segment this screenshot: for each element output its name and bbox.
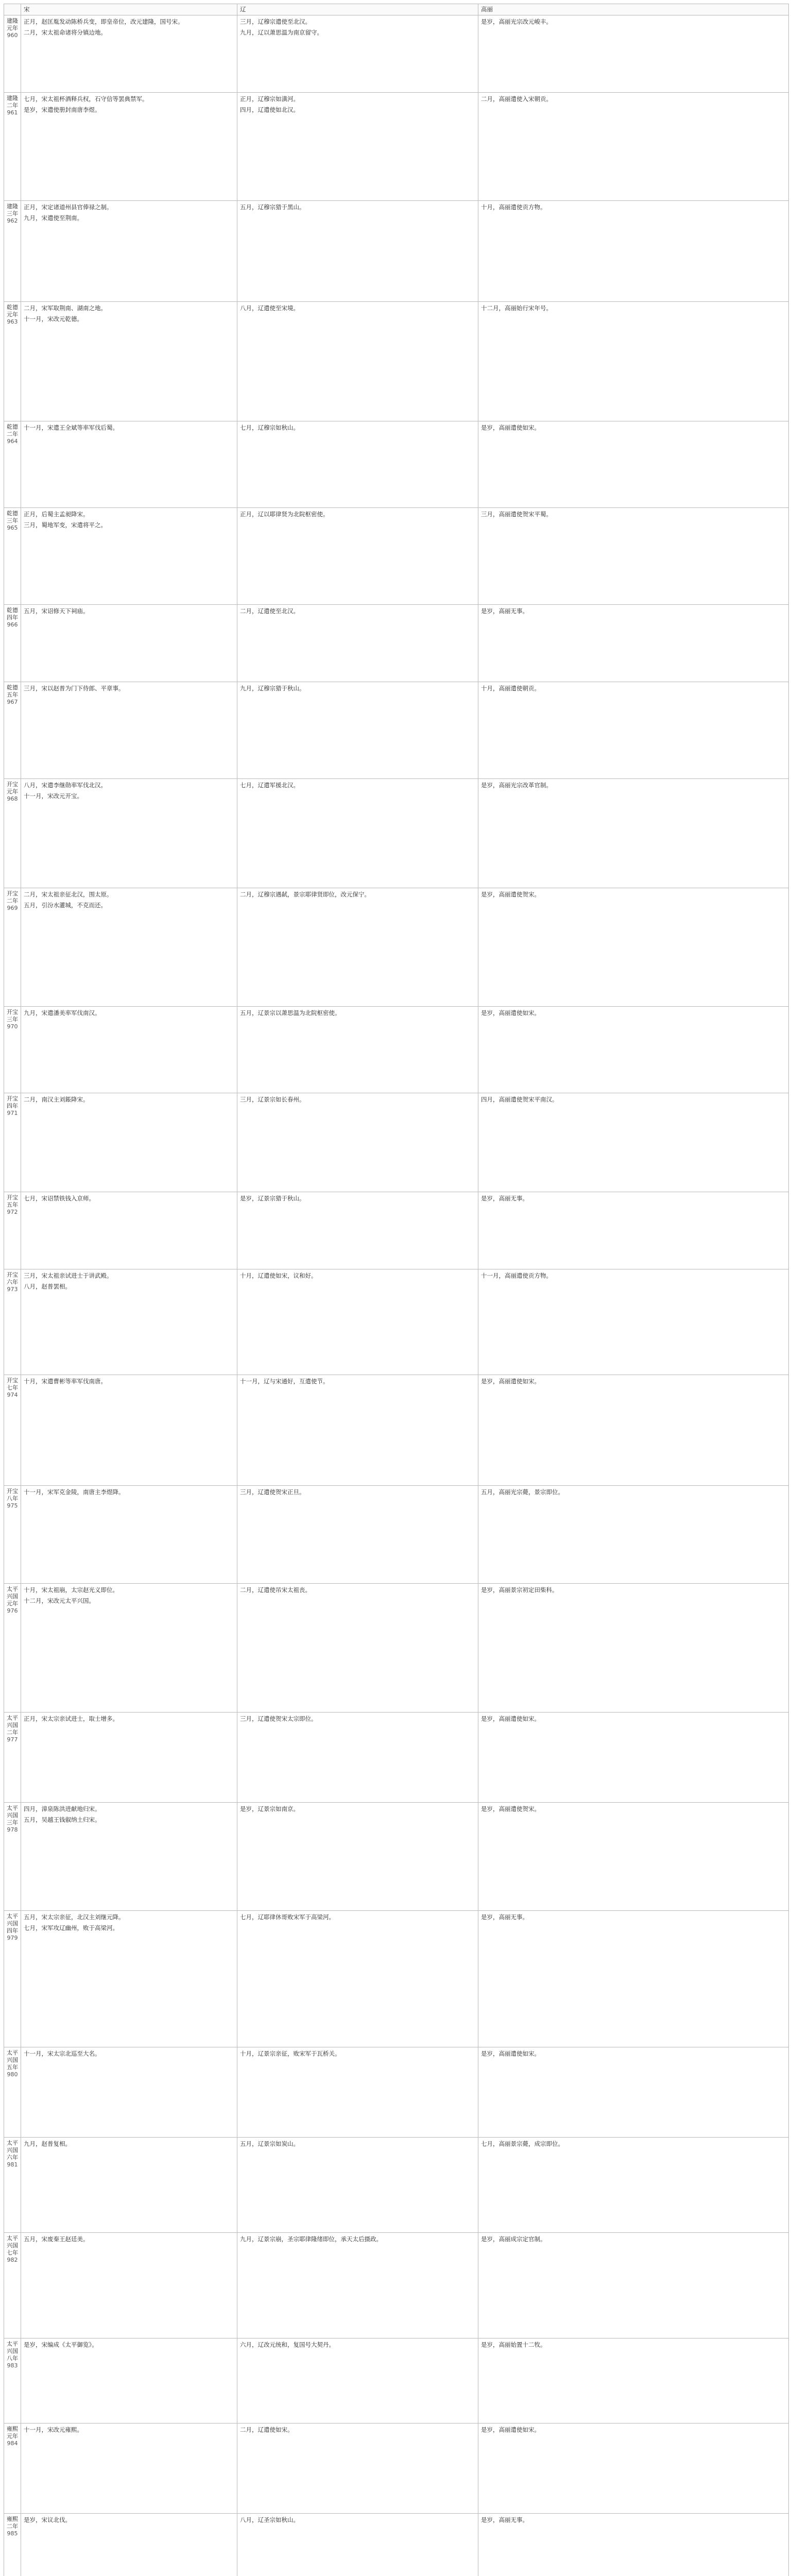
table-row <box>4 1192 789 1269</box>
table-row <box>4 1486 789 1584</box>
event-entry: 是岁，高丽无事。 <box>481 1913 528 1921</box>
goryeo-cell <box>478 1007 789 1093</box>
event-entry: 正月，宋定诸道州县官俸禄之制。 <box>24 204 113 211</box>
table-row <box>4 1007 789 1093</box>
goryeo-cell <box>478 1375 789 1486</box>
table-row <box>4 1911 789 2047</box>
goryeo-cell <box>478 15 789 93</box>
event-entry: 三月，辽穆宗遣使至北汉。 <box>240 18 311 25</box>
goryeo-cell <box>478 1713 789 1803</box>
liao-cell <box>237 605 478 682</box>
event-entry: 七月，高丽景宗薨，成宗即位。 <box>481 2140 564 2147</box>
table-row <box>4 779 789 888</box>
table-row <box>4 302 789 421</box>
table-row <box>4 2338 789 2424</box>
era-name: 太平兴国五年 <box>7 2049 18 2071</box>
table-row <box>4 1093 789 1192</box>
liao-cell <box>237 508 478 605</box>
song-cell <box>21 508 237 605</box>
header-row <box>4 4 789 15</box>
table-row <box>4 2047 789 2138</box>
header-cell-goryeo: 高丽 <box>478 4 789 15</box>
event-entry: 三月，辽景宗如长春州。 <box>240 1096 305 1103</box>
song-cell <box>21 201 237 302</box>
event-entry: 正月，辽以耶律贤为北院枢密使。 <box>240 511 329 518</box>
event-entry: 是岁，高丽遣使如宋。 <box>481 1715 540 1722</box>
event-entry: 是岁，高丽光宗改革官制。 <box>481 782 552 789</box>
song-cell <box>21 2138 237 2233</box>
ad-year: 985 <box>7 2530 18 2537</box>
era-name: 太平兴国八年 <box>7 2341 18 2362</box>
ad-year: 964 <box>7 438 18 445</box>
ad-year: 983 <box>7 2362 18 2369</box>
header-cell-liao: 辽 <box>237 4 478 15</box>
event-entry: 二月，辽穆宗遇弑，景宗耶律贤即位，改元保宁。 <box>240 891 370 898</box>
ad-year: 961 <box>7 109 18 116</box>
event-entry: 四月，高丽遣使贺宋平南汉。 <box>481 1096 558 1103</box>
event-entry: 十二月，高丽始行宋年号。 <box>481 304 552 312</box>
event-entry: 正月，辽穆宗如潢河。 <box>240 95 299 103</box>
table-row <box>4 1584 789 1713</box>
song-cell <box>21 1713 237 1803</box>
era-name: 乾德二年 <box>7 423 18 437</box>
goryeo-cell <box>478 1192 789 1269</box>
era-name: 开宝六年 <box>7 1272 18 1285</box>
liao-cell <box>237 15 478 93</box>
table-row <box>4 1803 789 1911</box>
event-entry: 二月，辽遣使至北汉。 <box>240 607 299 615</box>
ad-year: 963 <box>7 318 18 325</box>
event-entry: 三月，高丽遣使贺宋平蜀。 <box>481 511 552 518</box>
year-cell <box>4 1486 21 1584</box>
year-cell <box>4 93 21 201</box>
event-entry: 十一月，宋太宗北巡至大名。 <box>24 2050 101 2057</box>
era-name: 太平兴国二年 <box>7 1715 18 1736</box>
ad-year: 979 <box>7 1935 18 1941</box>
year-cell <box>4 2424 21 2514</box>
event-entry: 二月，宋太祖亲征北汉，围太原。 <box>24 891 113 898</box>
liao-cell <box>237 2047 478 2138</box>
event-entry: 七月，辽遣军援北汉。 <box>240 782 299 789</box>
song-cell <box>21 1486 237 1584</box>
event-entry: 是岁，高丽成宗定官制。 <box>481 2235 546 2243</box>
goryeo-cell <box>478 201 789 302</box>
year-cell <box>4 1803 21 1911</box>
liao-cell <box>237 1911 478 2047</box>
song-cell <box>21 2338 237 2424</box>
ad-year: 967 <box>7 699 18 705</box>
goryeo-cell <box>478 682 789 779</box>
event-entry: 五月，宋诏修天下祠庙。 <box>24 607 89 615</box>
event-entry: 十一月，宋遣王全斌等率军伐后蜀。 <box>24 424 118 431</box>
liao-cell <box>237 682 478 779</box>
event-entry: 八月，辽遣使至宋境。 <box>240 304 299 312</box>
ad-year: 970 <box>7 1023 18 1030</box>
year-cell <box>4 302 21 421</box>
ad-year: 977 <box>7 1736 18 1743</box>
liao-cell <box>237 1713 478 1803</box>
goryeo-cell <box>478 508 789 605</box>
event-entry: 六月，辽改元统和，复国号大契丹。 <box>240 2341 335 2348</box>
event-entry: 十一月，高丽遣使贡方物。 <box>481 1272 552 1279</box>
event-entry: 十一月，宋改元雍熙。 <box>24 2426 83 2433</box>
ad-year: 968 <box>7 795 18 802</box>
year-cell <box>4 1713 21 1803</box>
event-entry: 三月，辽遣使贺宋太宗即位。 <box>240 1715 317 1722</box>
event-entry: 是岁，高丽遣使如宋。 <box>481 1378 540 1385</box>
song-cell <box>21 682 237 779</box>
era-name: 建隆三年 <box>7 203 18 217</box>
song-cell <box>21 779 237 888</box>
goryeo-cell <box>478 1269 789 1375</box>
goryeo-cell <box>478 1486 789 1584</box>
event-entry: 是岁，高丽遣使如宋。 <box>481 2426 540 2433</box>
year-cell <box>4 2233 21 2338</box>
era-name: 开宝七年 <box>7 1377 18 1391</box>
goryeo-cell <box>478 2138 789 2233</box>
song-cell <box>21 1007 237 1093</box>
event-entry: 四月，漳泉陈洪进献地归宋。 <box>24 1805 101 1812</box>
era-name: 开宝八年 <box>7 1488 18 1502</box>
event-entry: 五月，辽穆宗猎于黑山。 <box>240 204 305 211</box>
song-cell <box>21 1093 237 1192</box>
event-entry: 七月，宋诏禁铁钱入京师。 <box>24 1195 95 1202</box>
liao-cell <box>237 2338 478 2424</box>
year-cell <box>4 2338 21 2424</box>
event-entry: 九月，宋遣使至荆南。 <box>24 214 83 222</box>
event-entry: 八月，赵普罢相。 <box>24 1283 71 1290</box>
event-entry: 是岁，高丽遣使如宋。 <box>481 2050 540 2057</box>
liao-cell <box>237 1803 478 1911</box>
year-cell <box>4 1007 21 1093</box>
event-entry: 是岁，宋议北伐。 <box>24 2516 71 2523</box>
liao-cell <box>237 1375 478 1486</box>
era-name: 太平兴国四年 <box>7 1913 18 1934</box>
event-entry: 三月，蜀地军变，宋遣将平之。 <box>24 521 107 529</box>
ad-year: 971 <box>7 1110 18 1116</box>
goryeo-cell <box>478 421 789 508</box>
event-entry: 七月，辽穆宗如秋山。 <box>240 424 299 431</box>
era-name: 雍熙元年 <box>7 2426 18 2439</box>
event-entry: 十二月，宋改元太平兴国。 <box>24 1597 95 1604</box>
ad-year: 980 <box>7 2071 18 2078</box>
event-entry: 二月，高丽遣使入宋朝贡。 <box>481 95 552 103</box>
era-name: 乾德四年 <box>7 607 18 621</box>
event-entry: 三月，辽遣使贺宋正旦。 <box>240 1488 305 1496</box>
goryeo-cell <box>478 1911 789 2047</box>
era-name: 雍熙二年 <box>7 2516 18 2530</box>
event-entry: 九月，辽景宗崩，圣宗耶律隆绪即位，承天太后摄政。 <box>240 2235 382 2243</box>
event-entry: 十月，高丽遣使贡方物。 <box>481 204 546 211</box>
ad-year: 962 <box>7 217 18 224</box>
liao-cell <box>237 302 478 421</box>
year-cell <box>4 201 21 302</box>
song-cell <box>21 421 237 508</box>
era-name: 开宝四年 <box>7 1095 18 1109</box>
year-cell <box>4 2047 21 2138</box>
ad-year: 960 <box>7 32 18 39</box>
event-entry: 二月，辽遣使如宋。 <box>240 2426 294 2433</box>
liao-cell <box>237 1486 478 1584</box>
table-row <box>4 682 789 779</box>
event-entry: 十一月，宋改元乾德。 <box>24 315 83 323</box>
year-cell <box>4 682 21 779</box>
song-cell <box>21 2233 237 2338</box>
event-entry: 十月，辽遣使如宋，议和好。 <box>240 1272 317 1279</box>
song-cell <box>21 888 237 1007</box>
era-name: 建隆二年 <box>7 95 18 109</box>
event-entry: 是岁，高丽遣使贺宋。 <box>481 891 540 898</box>
event-entry: 二月，南汉主刘鋹降宋。 <box>24 1096 89 1103</box>
ad-year: 984 <box>7 2440 18 2447</box>
header-cell-song: 宋 <box>21 4 237 15</box>
table-row <box>4 2138 789 2233</box>
goryeo-cell <box>478 93 789 201</box>
year-cell <box>4 1269 21 1375</box>
event-entry: 九月，赵普复相。 <box>24 2140 71 2147</box>
liao-cell <box>237 1584 478 1713</box>
year-cell <box>4 1375 21 1486</box>
liao-cell <box>237 888 478 1007</box>
event-entry: 七月，宋太祖杯酒释兵权，石守信等罢典禁军。 <box>24 95 148 103</box>
chronology-table <box>4 4 789 2576</box>
goryeo-cell <box>478 779 789 888</box>
liao-cell <box>237 1269 478 1375</box>
event-entry: 九月，辽穆宗猎于秋山。 <box>240 685 305 692</box>
goryeo-cell <box>478 302 789 421</box>
year-cell <box>4 2138 21 2233</box>
liao-cell <box>237 2138 478 2233</box>
table-row <box>4 605 789 682</box>
event-entry: 二月，宋军取荆南、湖南之地。 <box>24 304 107 312</box>
event-entry: 五月，引汾水灌城，不克而还。 <box>24 902 107 909</box>
table-row <box>4 2233 789 2338</box>
era-name: 开宝元年 <box>7 781 18 795</box>
ad-year: 974 <box>7 1392 18 1398</box>
event-entry: 五月，高丽光宗薨，景宗即位。 <box>481 1488 564 1496</box>
goryeo-cell <box>478 605 789 682</box>
year-cell <box>4 508 21 605</box>
era-name: 乾德元年 <box>7 304 18 318</box>
song-cell <box>21 1269 237 1375</box>
event-entry: 五月，辽景宗如炭山。 <box>240 2140 299 2147</box>
event-entry: 五月，辽景宗以萧思温为北院枢密使。 <box>240 1009 341 1016</box>
goryeo-cell <box>478 2424 789 2514</box>
era-name: 太平兴国元年 <box>7 1586 18 1607</box>
ad-year: 978 <box>7 1826 18 1833</box>
ad-year: 965 <box>7 524 18 531</box>
ad-year: 966 <box>7 621 18 628</box>
liao-cell <box>237 421 478 508</box>
table-row <box>4 2424 789 2514</box>
event-entry: 十月，宋太祖崩，太宗赵光义即位。 <box>24 1586 118 1594</box>
event-entry: 是岁，高丽景宗初定田柴科。 <box>481 1586 558 1594</box>
event-entry: 十月，辽景宗亲征，败宋军于瓦桥关。 <box>240 2050 341 2057</box>
song-cell <box>21 1584 237 1713</box>
event-entry: 十月，高丽遣使朝贡。 <box>481 685 540 692</box>
event-entry: 正月，赵匡胤发动陈桥兵变，即皇帝位，改元建隆，国号宋。 <box>24 18 184 25</box>
ad-year: 972 <box>7 1209 18 1215</box>
year-cell <box>4 15 21 93</box>
ad-year: 969 <box>7 905 18 911</box>
event-entry: 九月，宋遣潘美率军伐南汉。 <box>24 1009 101 1016</box>
liao-cell <box>237 1093 478 1192</box>
goryeo-cell <box>478 1584 789 1713</box>
liao-cell <box>237 2424 478 2514</box>
goryeo-cell <box>478 2514 789 2576</box>
goryeo-cell <box>478 888 789 1007</box>
era-name: 太平兴国六年 <box>7 2140 18 2161</box>
table-row <box>4 1375 789 1486</box>
liao-cell <box>237 2233 478 2338</box>
song-cell <box>21 1911 237 2047</box>
table-row <box>4 1713 789 1803</box>
goryeo-cell <box>478 1093 789 1192</box>
event-entry: 正月，后蜀主孟昶降宋。 <box>24 511 89 518</box>
table-row <box>4 888 789 1007</box>
song-cell <box>21 2047 237 2138</box>
event-entry: 是岁，宋遣使册封南唐李煜。 <box>24 106 101 113</box>
goryeo-cell <box>478 1803 789 1911</box>
event-entry: 是岁，高丽无事。 <box>481 607 528 615</box>
year-cell <box>4 779 21 888</box>
event-entry: 是岁，高丽无事。 <box>481 1195 528 1202</box>
event-entry: 是岁，高丽遣使如宋。 <box>481 424 540 431</box>
year-cell <box>4 1584 21 1713</box>
event-entry: 是岁，辽景宗如南京。 <box>240 1805 299 1812</box>
event-entry: 八月，宋遣李继勋率军伐北汉。 <box>24 782 107 789</box>
event-entry: 是岁，高丽始置十二牧。 <box>481 2341 546 2348</box>
liao-cell <box>237 779 478 888</box>
ad-year: 975 <box>7 1502 18 1509</box>
era-name: 开宝五年 <box>7 1194 18 1208</box>
era-name: 建隆元年 <box>7 18 18 31</box>
year-cell <box>4 2514 21 2576</box>
event-entry: 五月，宋废秦王赵廷美。 <box>24 2235 89 2243</box>
liao-cell <box>237 1007 478 1093</box>
event-entry: 十一月，宋军克金陵，南唐主李煜降。 <box>24 1488 125 1496</box>
table-row <box>4 201 789 302</box>
song-cell <box>21 15 237 93</box>
year-cell <box>4 421 21 508</box>
event-entry: 十月，宋遣曹彬等率军伐南唐。 <box>24 1378 107 1385</box>
event-entry: 是岁，高丽光宗改元峻丰。 <box>481 18 552 25</box>
year-cell <box>4 605 21 682</box>
era-name: 开宝二年 <box>7 890 18 904</box>
song-cell <box>21 93 237 201</box>
ad-year: 973 <box>7 1286 18 1293</box>
song-cell <box>21 2424 237 2514</box>
table-row <box>4 1269 789 1375</box>
table-row <box>4 508 789 605</box>
event-entry: 是岁，高丽遣使如宋。 <box>481 1009 540 1016</box>
event-entry: 八月，辽圣宗如秋山。 <box>240 2516 299 2523</box>
event-entry: 是岁，辽景宗猎于秋山。 <box>240 1195 305 1202</box>
era-name: 太平兴国七年 <box>7 2235 18 2256</box>
table-row <box>4 2514 789 2576</box>
event-entry: 是岁，高丽无事。 <box>481 2516 528 2523</box>
event-entry: 四月，辽遣使如北汉。 <box>240 106 299 113</box>
goryeo-cell <box>478 2338 789 2424</box>
event-entry: 七月，宋军攻辽幽州，败于高梁河。 <box>24 1924 118 1931</box>
event-entry: 是岁，宋编成《太平御览》。 <box>24 2341 98 2348</box>
song-cell <box>21 1192 237 1269</box>
era-name: 乾德五年 <box>7 684 18 698</box>
table-row <box>4 93 789 201</box>
song-cell <box>21 1375 237 1486</box>
goryeo-cell <box>478 2047 789 2138</box>
liao-cell <box>237 2514 478 2576</box>
era-name: 太平兴国三年 <box>7 1805 18 1826</box>
year-cell <box>4 1911 21 2047</box>
song-cell <box>21 2514 237 2576</box>
table-row <box>4 421 789 508</box>
event-entry: 三月，宋以赵普为门下侍郎、平章事。 <box>24 685 125 692</box>
goryeo-cell <box>478 2233 789 2338</box>
ad-year: 982 <box>7 2257 18 2263</box>
song-cell <box>21 1803 237 1911</box>
liao-cell <box>237 93 478 201</box>
ad-year: 976 <box>7 1607 18 1614</box>
song-cell <box>21 302 237 421</box>
header-cell-year <box>4 4 21 15</box>
event-entry: 五月，宋太宗亲征，北汉主刘继元降。 <box>24 1913 125 1921</box>
era-name: 乾德三年 <box>7 510 18 524</box>
liao-cell <box>237 201 478 302</box>
ad-year: 981 <box>7 2161 18 2168</box>
year-cell <box>4 1192 21 1269</box>
liao-cell <box>237 1192 478 1269</box>
year-cell <box>4 1093 21 1192</box>
era-name: 开宝三年 <box>7 1009 18 1023</box>
song-cell <box>21 605 237 682</box>
table-body <box>4 15 789 2576</box>
event-entry: 二月，辽遣使吊宋太祖丧。 <box>240 1586 311 1594</box>
event-entry: 十一月，辽与宋通好，互遣使节。 <box>240 1378 329 1385</box>
event-entry: 五月，吴越王钱俶纳土归宋。 <box>24 1816 101 1823</box>
event-entry: 二月，宋太祖命诸将分镇边地。 <box>24 29 107 36</box>
table-row <box>4 15 789 93</box>
event-entry: 正月，宋太宗亲试进士，取士增多。 <box>24 1715 118 1722</box>
event-entry: 十一月，宋改元开宝。 <box>24 792 83 800</box>
event-entry: 是岁，高丽遣使贺宋。 <box>481 1805 540 1812</box>
event-entry: 七月，辽耶律休哥败宋军于高梁河。 <box>240 1913 335 1921</box>
year-cell <box>4 888 21 1007</box>
event-entry: 九月，辽以萧思温为南京留守。 <box>240 29 323 36</box>
event-entry: 三月，宋太祖亲试进士于讲武殿。 <box>24 1272 113 1279</box>
